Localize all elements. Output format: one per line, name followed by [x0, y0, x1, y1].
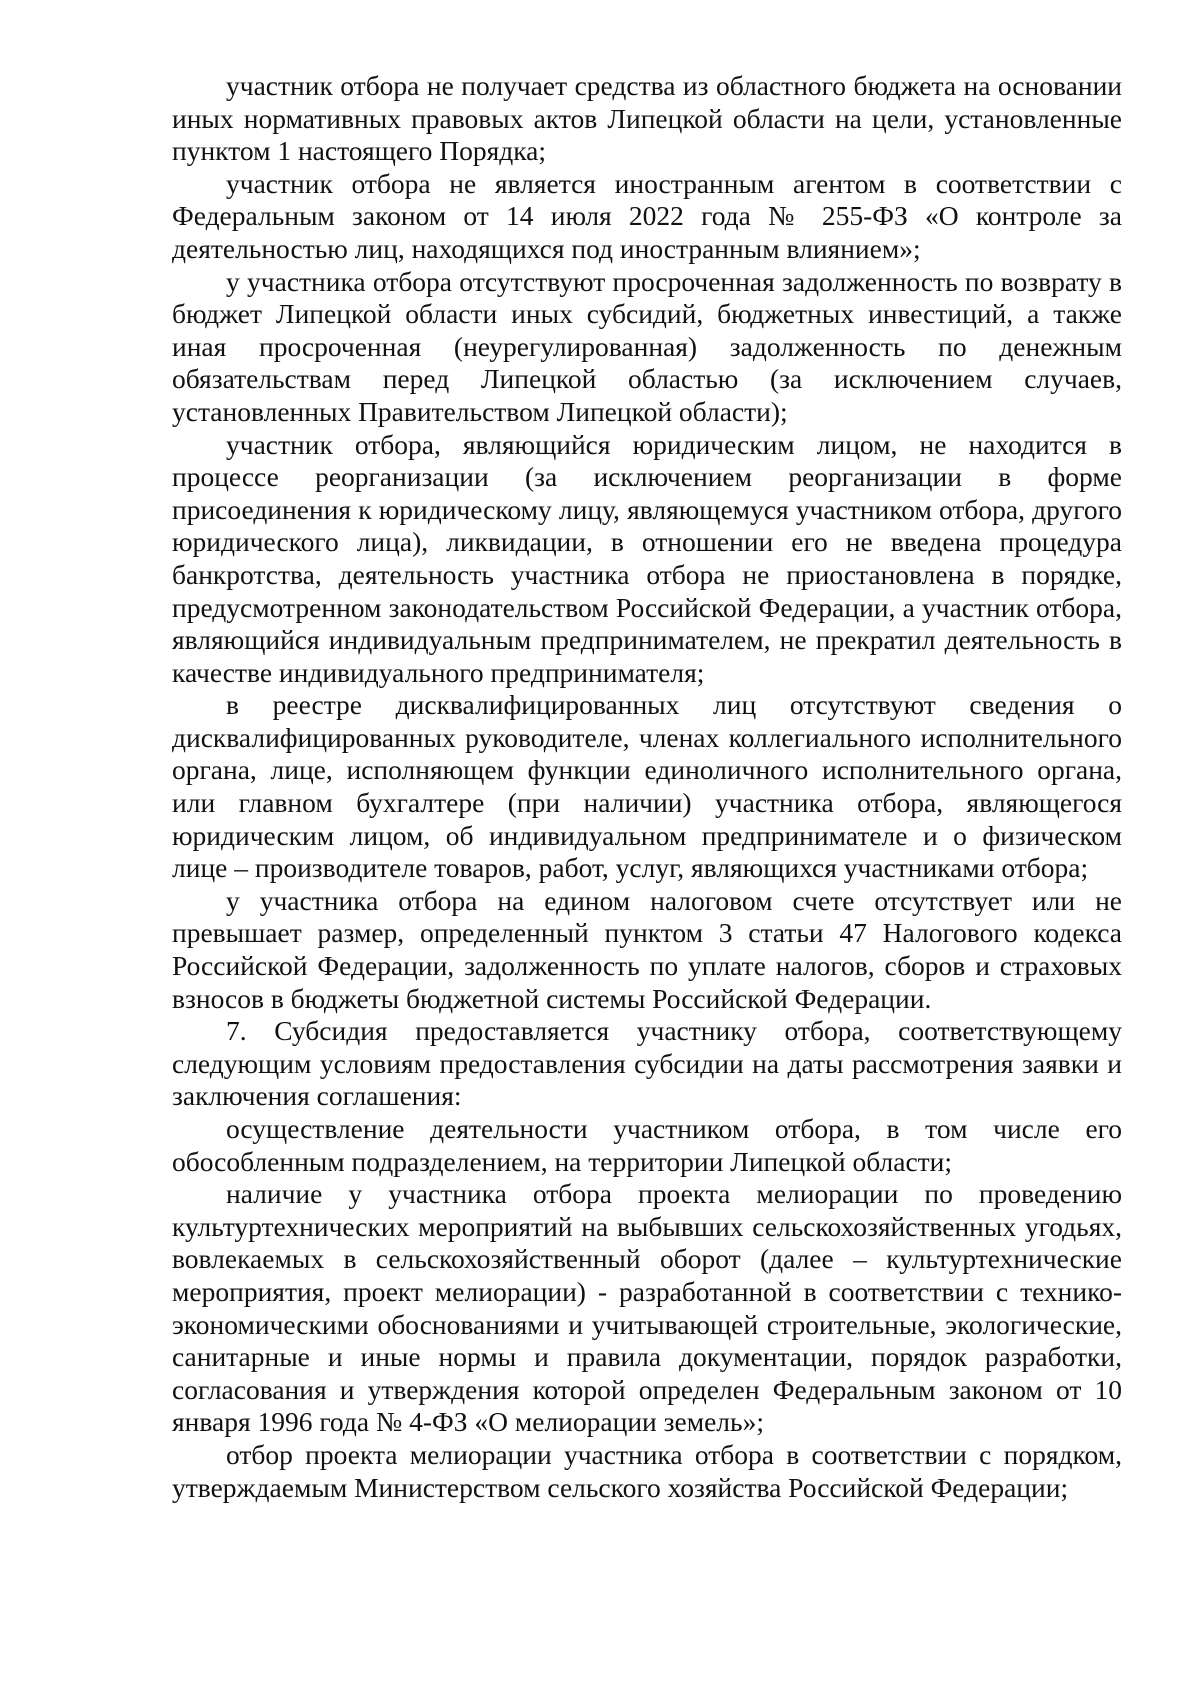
- paragraph-tax-account-debt: у участника отбора на едином налоговом счете отсутствует или не превышает размер, определенный пунктом 3 статьи 47 Налогового кодекса Российской Федерации, задолженность по уплате налогов, сборов и страховых взносов в бюджеты бюджетной системы Российской Федерации.: [172, 884, 1122, 1014]
- paragraph-no-overdue-debt: у участника отбора отсутствуют просроченная задолженность по возврату в бюджет Липецкой области иных субсидий, бюджетных инвестиций, а также иная просроченная (неурегулированная) задолженность по денежным обязательствам перед Липецкой областью (за исключением случаев, установленных Правительством Липецкой области);: [172, 265, 1122, 427]
- paragraph-project-selection: отбор проекта мелиорации участника отбора в соответствии с порядком, утверждаемым Министерством сельского хозяйства Российской Федерации;: [172, 1438, 1122, 1503]
- paragraph-section-7-conditions: 7. Субсидия предоставляется участнику отбора, соответствующему следующим условиям предоставления субсидии на даты рассмотрения заявки и заключения соглашения:: [172, 1015, 1122, 1112]
- document-page: [172, 70, 1122, 1504]
- paragraph-melioration-project: наличие у участника отбора проекта мелиорации по проведению культуртехнических мероприятий на выбывших сельскохозяйственных угодьях, вовлекаемых в сельскохозяйственный оборот (далее – культуртехнические мероприятия, проект мелиорации) - разработанной в соответствии с технико-экономическими обоснованиями и учитывающей строительные, экологические, санитарные и иные нормы и правила документации, порядок разработки, согласования и утверждения которой определен Федеральным законом от 10 января 1996 года № 4-ФЗ «О мелиорации земель»;: [172, 1178, 1122, 1438]
- paragraph-activity-in-region: осуществление деятельности участником отбора, в том числе его обособленным подразделением, на территории Липецкой области;: [172, 1113, 1122, 1177]
- paragraph-no-other-budget-funds: участник отбора не получает средства из областного бюджета на основании иных нормативных правовых актов Липецкой области на цели, установленные пунктом 1 настоящего Порядка;: [172, 70, 1122, 167]
- paragraph-disqualified-persons-registry: в реестре дисквалифицированных лиц отсутствуют сведения о дисквалифицированных руководителе, членах коллегиального исполнительного органа, лице, исполняющем функции единоличного исполнительного органа, или главном бухгалтере (при наличии) участника отбора, являющегося юридическим лицом, об индивидуальном предпринимателе и о физическом лице – производителе товаров, работ, услуг, являющихся участниками отбора;: [172, 689, 1122, 884]
- paragraph-not-foreign-agent: участник отбора не является иностранным агентом в соответствии с Федеральным законом от 14 июля 2022 года № 255-ФЗ «О контроле за деятельностью лиц, находящихся под иностранным влиянием»;: [172, 167, 1122, 264]
- paragraph-no-reorganization: участник отбора, являющийся юридическим лицом, не находится в процессе реорганизации (за исключением реорганизации в форме присоединения к юридическому лицу, являющемуся участником отбора, другого юридического лица), ликвидации, в отношении его не введена процедура банкротства, деятельность участника отбора не приостановлена в порядке, предусмотренном законодательством Российской Федерации, а участник отбора, являющийся индивидуальным предпринимателем, не прекратил деятельность в качестве индивидуального предпринимателя;: [172, 428, 1122, 688]
